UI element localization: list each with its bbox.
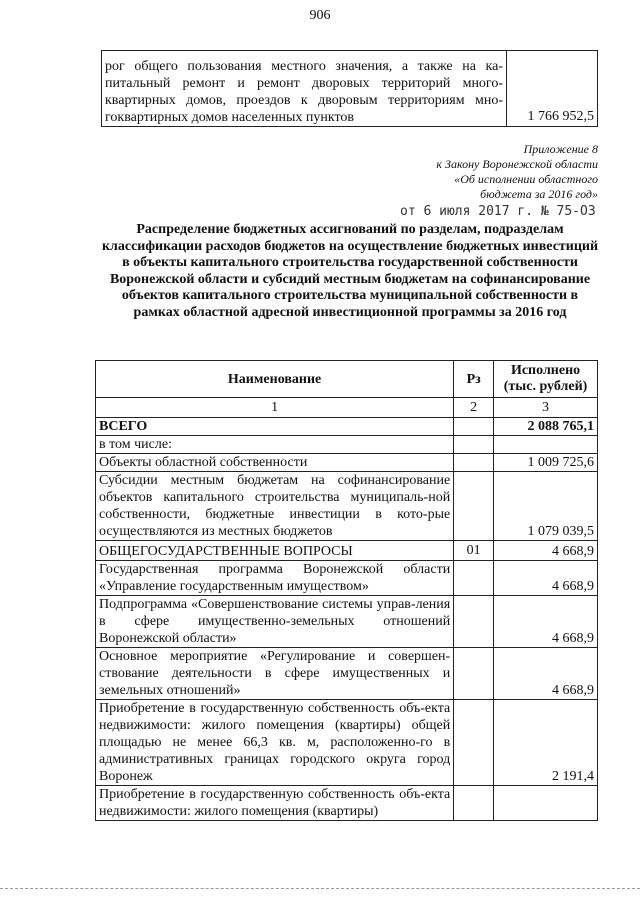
table-row xyxy=(96,541,598,561)
row-rz xyxy=(454,700,494,786)
row-value: 4 668,9 xyxy=(494,541,598,561)
table-row xyxy=(96,454,598,472)
column-index: 3 xyxy=(494,398,598,418)
table-row xyxy=(96,418,598,436)
appendix-line: бюджета за 2016 год» xyxy=(480,187,598,201)
column-header-rz: Рз xyxy=(454,361,494,398)
column-header-name: Наименование xyxy=(96,361,454,398)
row-rz xyxy=(454,561,494,596)
table-header-row xyxy=(96,361,598,398)
row-rz xyxy=(454,596,494,648)
row-name: в том числе: xyxy=(96,436,454,454)
table-row xyxy=(96,700,598,786)
row-name: Субсидии местным бюджетам на софинансирование объектов капитального строительства муниципаль-ной собственности, бюджетные инвестиции в кото-рые осуществляются из местных бюджетов xyxy=(96,472,454,541)
appendix-note xyxy=(436,142,598,202)
appendix-line: к Закону Воронежской области xyxy=(436,157,598,171)
column-header-executed: Исполнено (тыс. рублей) xyxy=(494,361,598,398)
scan-edge-line xyxy=(0,888,640,889)
row-rz xyxy=(454,786,494,821)
row-value xyxy=(494,436,598,454)
date-stamp: от 6 июля 2017 г. № 75-ОЗ xyxy=(400,204,596,219)
row-rz: 01 xyxy=(454,541,494,561)
row-value xyxy=(494,786,598,821)
table-row xyxy=(96,436,598,454)
row-value: 2 191,4 xyxy=(494,700,598,786)
row-name: Основное мероприятие «Регулирование и совершен-ствование деятельности в сфере имущественных и земельных отношений» xyxy=(96,648,454,700)
row-rz xyxy=(454,454,494,472)
table-row xyxy=(96,648,598,700)
appropriations-table xyxy=(95,360,598,821)
row-value: 4 668,9 xyxy=(494,561,598,596)
row-name: Приобретение в государственную собственность объ-екта недвижимости: жилого помещения (квартиры) общей площадью не менее 66,3 кв. м, расположенно-го в административных границах городского округа город Воронеж xyxy=(96,700,454,786)
column-index: 2 xyxy=(454,398,494,418)
row-name: Объекты областной собственности xyxy=(96,454,454,472)
table-row xyxy=(102,51,598,127)
appendix-line: Приложение 8 xyxy=(523,142,598,156)
column-index-row xyxy=(96,398,598,418)
row-value: 4 668,9 xyxy=(494,648,598,700)
row-rz xyxy=(454,436,494,454)
page-number: 906 xyxy=(309,8,331,23)
column-index: 1 xyxy=(96,398,454,418)
table-row xyxy=(96,786,598,821)
document-heading: Распределение бюджетных ассигнований по разделам, подразделам классификации расходов бюджетов на осуществление бюджетных инвестиций в объекты капитального строительства государственной собственности Воронежской области и субсидий местным бюджетам на софинансирование объектов капитального строительства муниципальной собственности в рамках областной адресной инвестиционной программы за 2016 год xyxy=(101,222,599,320)
row-name: Государственная программа Воронежской области «Управление государственным имуществом» xyxy=(96,561,454,596)
row-value: 1 009 725,6 xyxy=(494,454,598,472)
continuation-table xyxy=(101,50,598,127)
row-rz xyxy=(454,648,494,700)
appendix-line: «Об исполнении областного xyxy=(454,172,598,186)
table-row xyxy=(96,472,598,541)
table-row xyxy=(96,561,598,596)
row-value: 1 079 039,5 xyxy=(494,472,598,541)
table-row xyxy=(96,596,598,648)
row-value: 2 088 765,1 xyxy=(494,418,598,436)
row-name: Приобретение в государственную собственность объ-екта недвижимости: жилого помещения (квартиры) xyxy=(96,786,454,821)
row-name: ОБЩЕГОСУДАРСТВЕННЫЕ ВОПРОСЫ xyxy=(96,541,454,561)
continuation-value: 1 766 952,5 xyxy=(507,51,598,127)
row-rz xyxy=(454,418,494,436)
row-name: ВСЕГО xyxy=(96,418,454,436)
row-name: Подпрограмма «Совершенствование системы управ-ления в сфере имущественно-земельных отношений Воронежской области» xyxy=(96,596,454,648)
row-value: 4 668,9 xyxy=(494,596,598,648)
continuation-text: рог общего пользования местного значения, а также на ка-питальный ремонт и ремонт дворовых территорий много-квартирных домов, проездов к дворовым территориям мно-гоквартирных домов населенных пунктов xyxy=(102,51,507,127)
row-rz xyxy=(454,472,494,541)
